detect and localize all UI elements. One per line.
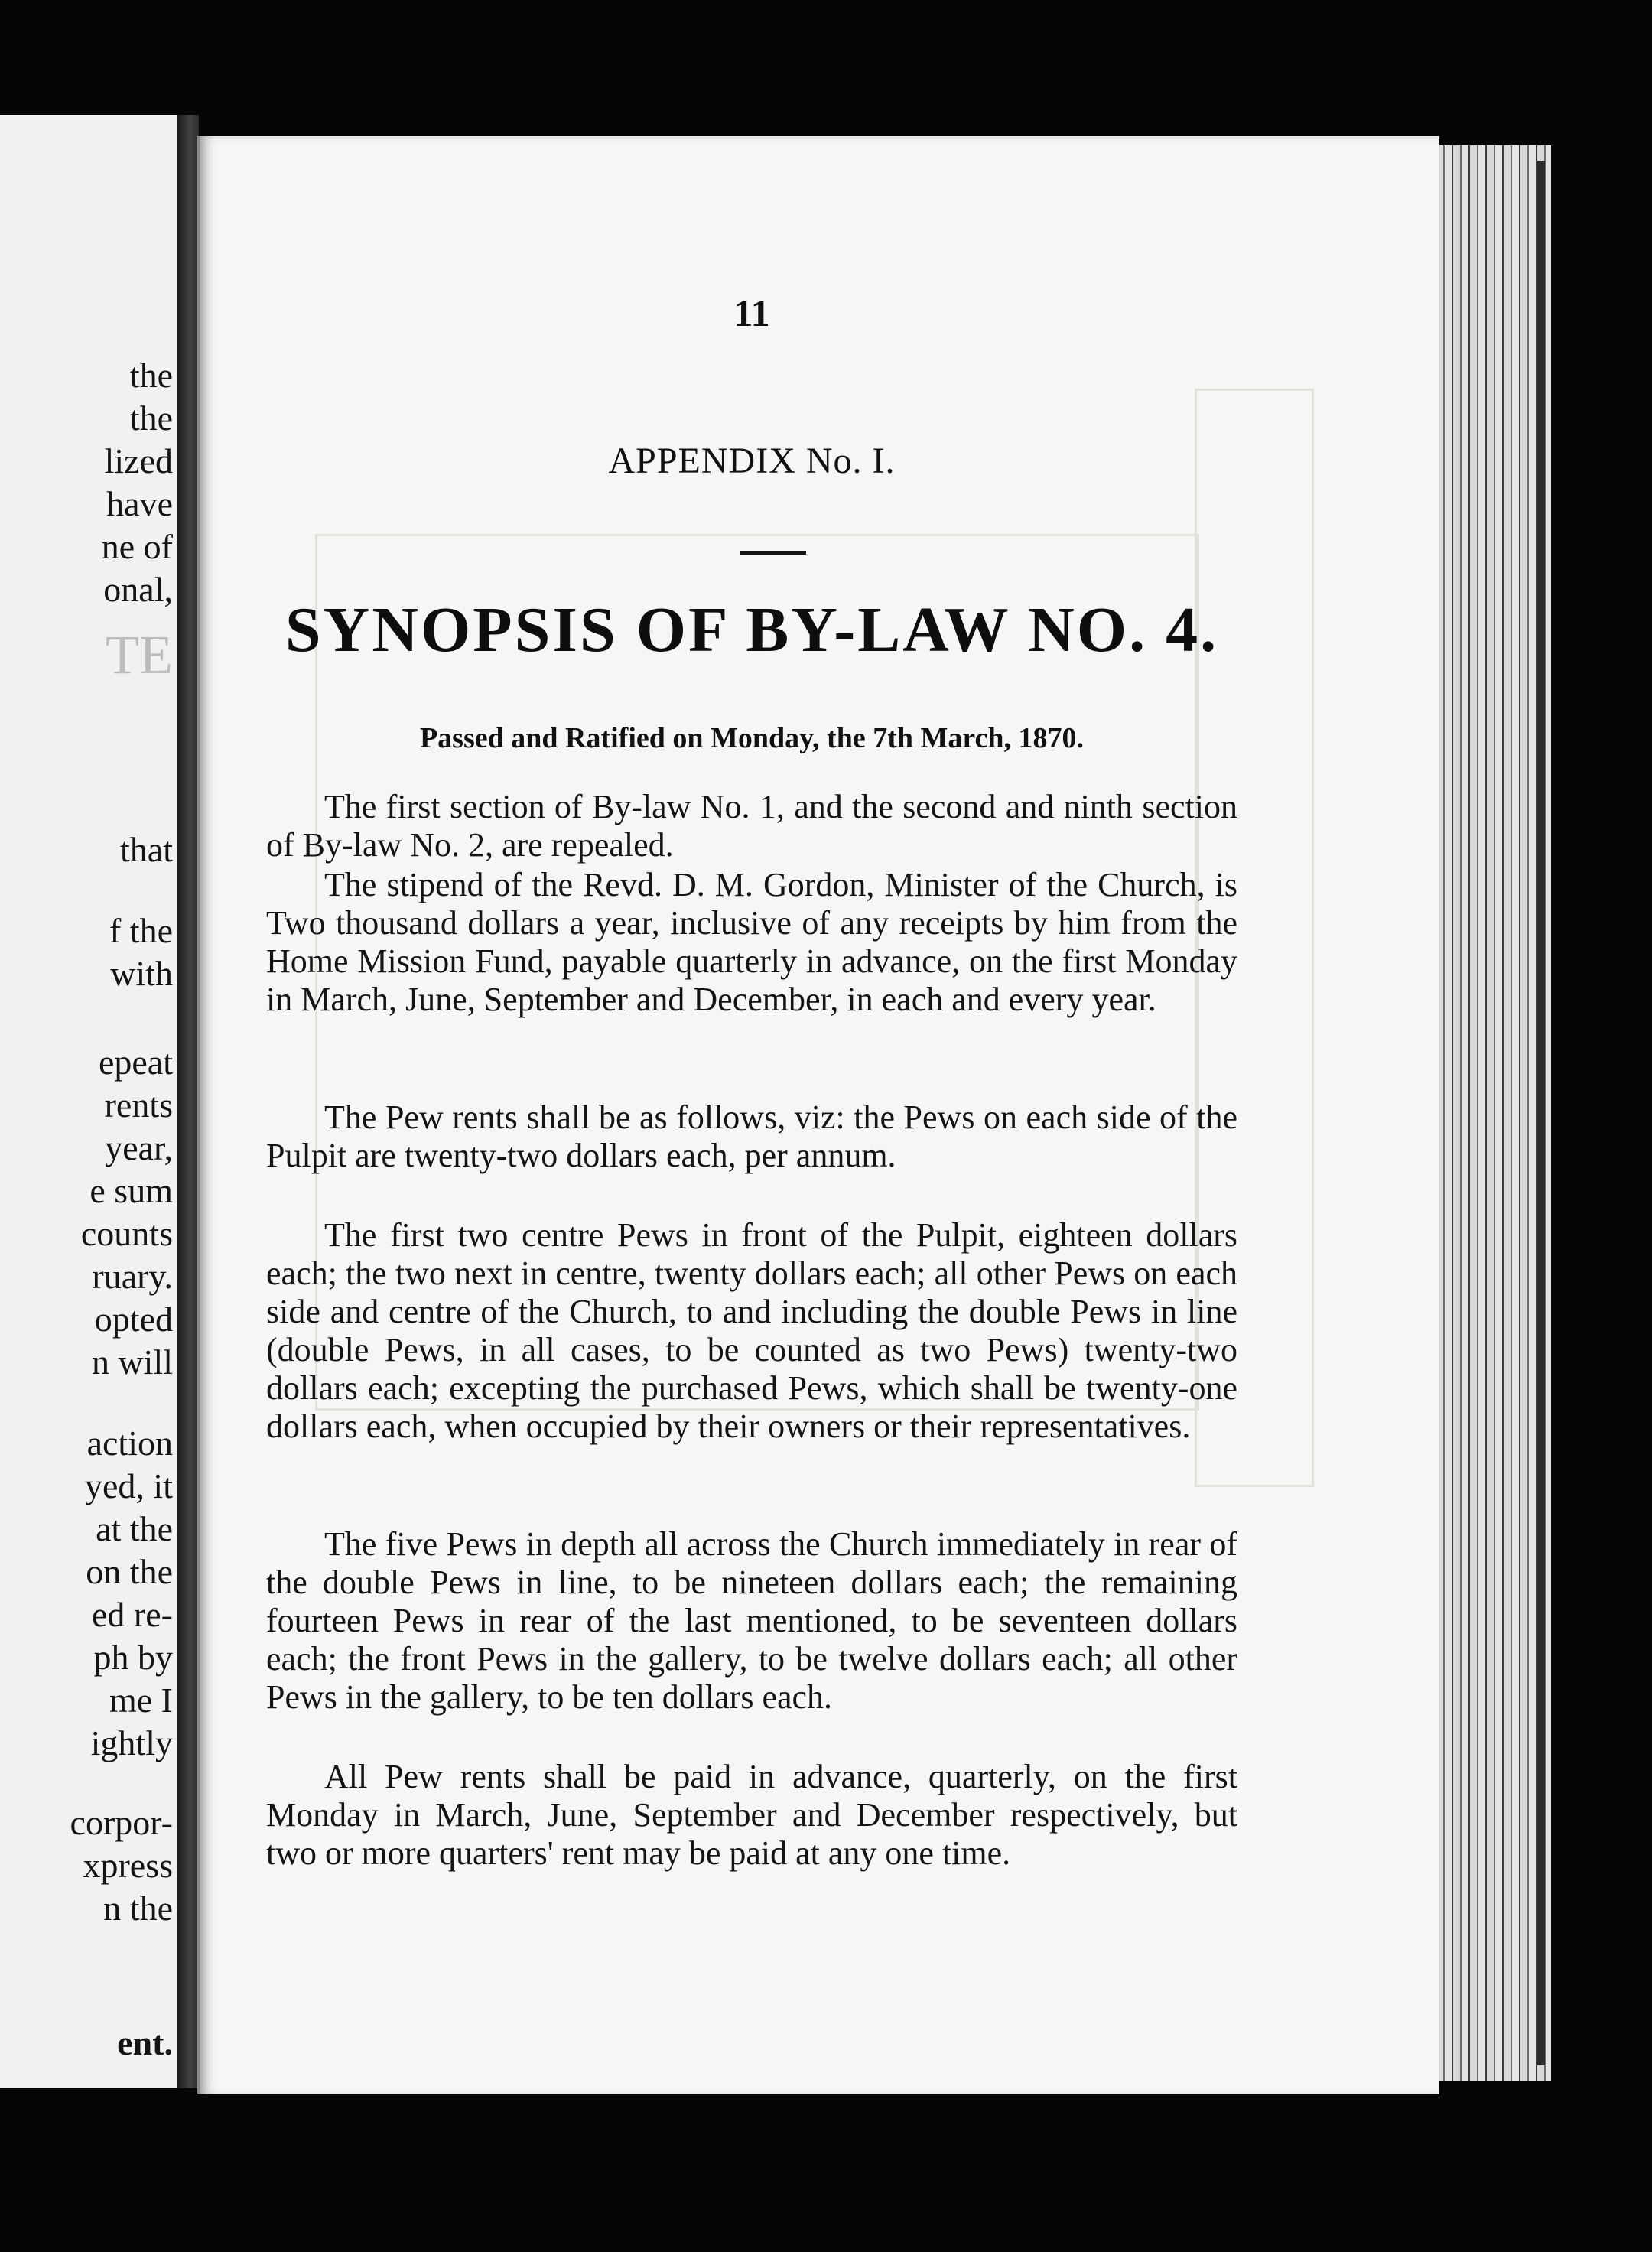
left-page-line: counts bbox=[80, 1214, 173, 1253]
left-facing-page bbox=[0, 115, 182, 2088]
paragraph-payment: All Pew rents shall be paid in advance, quarterly, on the first Monday in March, June, September and December respectively, but two or more quarters' rent may be paid at any one time. bbox=[266, 1758, 1237, 1872]
left-page-line: corpor- bbox=[70, 1803, 173, 1842]
paragraph-repeal: The first section of By-law No. 1, and the second and ninth section of By-law No. 2, are repealed. bbox=[266, 788, 1237, 864]
left-page-line: action bbox=[86, 1424, 173, 1463]
left-page-line: me I bbox=[109, 1681, 173, 1720]
left-page-line: on the bbox=[86, 1552, 173, 1591]
left-page-line: the bbox=[129, 399, 173, 438]
paragraph-pew-rents: The Pew rents shall be as follows, viz: the Pews on each side of the Pulpit are twenty-two dollars each, per annum. bbox=[266, 1098, 1237, 1174]
left-page-line: ph by bbox=[93, 1638, 173, 1677]
page-number: 11 bbox=[733, 291, 770, 334]
left-page-line: e sum bbox=[89, 1171, 173, 1210]
left-page-line: that bbox=[120, 830, 173, 869]
left-page-line: n will bbox=[91, 1342, 173, 1381]
left-page-line: have bbox=[106, 484, 173, 523]
left-page-line: ed re- bbox=[92, 1595, 173, 1634]
left-page-line: f the bbox=[109, 911, 173, 950]
left-page-line: xpress bbox=[83, 1846, 173, 1885]
book-page-edges bbox=[1436, 145, 1551, 2081]
left-page-line: ne of bbox=[101, 527, 173, 566]
left-page-faint-heading: TE bbox=[106, 624, 173, 685]
page-title: SYNOPSIS OF BY-LAW NO. 4. bbox=[285, 594, 1219, 666]
left-page-line: ruary. bbox=[92, 1257, 173, 1296]
left-page-line: onal, bbox=[103, 570, 173, 609]
book-cover-edge bbox=[1537, 161, 1545, 2065]
left-page-line: with bbox=[110, 954, 173, 993]
left-page-line: lized bbox=[104, 441, 173, 480]
book-gutter bbox=[177, 115, 199, 2088]
left-page-line: rents bbox=[104, 1085, 173, 1124]
paragraph-rear-pews: The five Pews in depth all across the Church immediately in rear of the double Pews in line, to be nineteen dollars each; the remaining fourteen Pews in rear of the last mentioned, to be seventeen dollars each; the front Pews in the gallery, to be twelve dollars each; all other Pews in the gallery, to be ten dollars each. bbox=[266, 1525, 1237, 1716]
paragraph-stipend: The stipend of the Revd. D. M. Gordon, Minister of the Church, is Two thousand dollars a year, inclusive of any receipts by him from the Home Mission Fund, payable quarterly in advance, on the first Monday in March, June, September and December, in each and every year. bbox=[266, 866, 1237, 1018]
left-page-line: ightly bbox=[90, 1723, 173, 1762]
passed-date-subtitle: Passed and Ratified on Monday, the 7th March, 1870. bbox=[419, 722, 1085, 754]
left-page-line: opted bbox=[94, 1300, 173, 1339]
left-page-line: yed, it bbox=[85, 1466, 173, 1505]
appendix-heading: APPENDIX No. I. bbox=[608, 441, 896, 481]
left-page-line: at the bbox=[96, 1509, 173, 1548]
left-page-line: the bbox=[129, 356, 173, 395]
left-page-line: epeat bbox=[98, 1043, 173, 1082]
heading-rule bbox=[740, 551, 806, 555]
left-page-line: year, bbox=[105, 1128, 173, 1167]
left-page-line: n the bbox=[103, 1889, 173, 1928]
paragraph-centre-pews: The first two centre Pews in front of the Pulpit, eighteen dollars each; the two next in centre, twenty dollars each; all other Pews on each side and centre of the Church, to and including the double Pews in line (double Pews, in all cases, to be counted as two Pews) twenty-two dollars each; excepting the purchased Pews, which shall be twenty-one dollars each, when occupied by their owners or their representatives. bbox=[266, 1216, 1237, 1445]
left-page-line: ent. bbox=[117, 2023, 173, 2062]
